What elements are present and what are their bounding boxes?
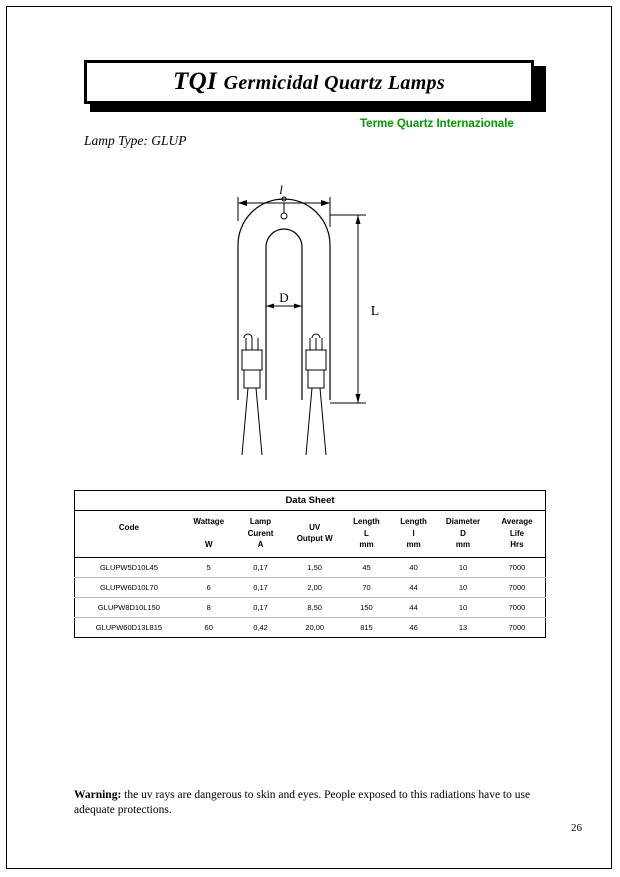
dim-l-arrow-left bbox=[238, 200, 247, 206]
cell-code: GLUPW60D13L815 bbox=[75, 617, 183, 637]
left-electrode-coil bbox=[244, 334, 252, 338]
cell-current: 0,17 bbox=[235, 557, 287, 577]
col-header-code-l1: Code bbox=[118, 522, 139, 532]
left-lead-2 bbox=[256, 388, 262, 455]
right-base bbox=[308, 370, 324, 388]
cell-code: GLUPW5D10L45 bbox=[75, 557, 183, 577]
cell-diameter: 10 bbox=[437, 597, 489, 617]
col-header-code bbox=[75, 511, 183, 558]
col-header-uv-output bbox=[286, 511, 343, 558]
warning-label: Warning: bbox=[74, 789, 122, 801]
lamp-diagram bbox=[180, 175, 440, 465]
right-lead-2 bbox=[320, 388, 326, 455]
cell-uv-output: 20,00 bbox=[286, 617, 343, 637]
cell-length-L: 815 bbox=[343, 617, 390, 637]
cell-length-L: 45 bbox=[343, 557, 390, 577]
col-header-life bbox=[489, 511, 546, 558]
data-sheet-title: Data Sheet bbox=[75, 491, 546, 511]
col-header-current-l1: Lamp bbox=[249, 517, 272, 526]
col-header-uv-output-l2: Output W bbox=[296, 534, 333, 544]
col-header-length-l bbox=[390, 511, 437, 558]
header-banner bbox=[84, 60, 546, 112]
dim-D-arrow-left bbox=[266, 304, 274, 309]
table-row bbox=[75, 557, 546, 577]
cell-wattage: 6 bbox=[183, 577, 235, 597]
dim-l-arrow-right bbox=[321, 200, 330, 206]
cell-code: GLUPW6D10L70 bbox=[75, 577, 183, 597]
col-header-current-l2: Curent bbox=[247, 528, 274, 538]
right-lead-1 bbox=[306, 388, 312, 455]
company-name: Terme Quartz Internazionale bbox=[360, 118, 514, 130]
col-header-diameter-l3: mm bbox=[455, 540, 471, 550]
col-header-length-l-l1: Length bbox=[400, 517, 427, 526]
dim-L-arrow-top bbox=[356, 215, 361, 224]
dim-L-label: L bbox=[370, 304, 380, 319]
cell-current: 0,17 bbox=[235, 577, 287, 597]
col-header-length-L-l3: mm bbox=[359, 540, 374, 550]
cell-wattage: 60 bbox=[183, 617, 235, 637]
cell-life: 7000 bbox=[489, 597, 546, 617]
dim-L-arrow-bottom bbox=[356, 394, 361, 403]
lamp-diagram-svg bbox=[180, 175, 440, 465]
left-base bbox=[244, 370, 260, 388]
page-number: 26 bbox=[571, 822, 582, 834]
cell-length-l: 44 bbox=[390, 597, 437, 617]
table-row bbox=[75, 617, 546, 637]
col-header-current bbox=[235, 511, 287, 558]
cell-uv-output: 1,50 bbox=[286, 557, 343, 577]
cell-code: GLUPW8D10L150 bbox=[75, 597, 183, 617]
col-header-length-l-l3: mm bbox=[406, 540, 421, 550]
dim-D-label: D bbox=[279, 290, 289, 305]
col-header-wattage-l3: W bbox=[204, 540, 213, 550]
tube-top-nub bbox=[281, 213, 287, 219]
col-header-diameter-l1: Diameter bbox=[445, 517, 481, 526]
left-lead-1 bbox=[242, 388, 248, 455]
left-electrode-body bbox=[242, 350, 262, 370]
data-sheet-table bbox=[74, 490, 546, 638]
lamp-type-label: Lamp Type: GLUP bbox=[84, 133, 187, 148]
tube-inner bbox=[266, 229, 302, 400]
right-electrode-body bbox=[306, 350, 326, 370]
title-rest: Germicidal Quartz Lamps bbox=[223, 72, 445, 94]
col-header-life-l3: Hrs bbox=[510, 540, 524, 550]
cell-length-L: 150 bbox=[343, 597, 390, 617]
cell-uv-output: 2,00 bbox=[286, 577, 343, 597]
cell-current: 0,17 bbox=[235, 597, 287, 617]
cell-length-l: 44 bbox=[390, 577, 437, 597]
cell-current: 0,42 bbox=[235, 617, 287, 637]
col-header-length-L bbox=[343, 511, 390, 558]
page-title bbox=[173, 68, 445, 96]
table-row bbox=[75, 577, 546, 597]
cell-life: 7000 bbox=[489, 577, 546, 597]
col-header-length-L-l1: Length bbox=[353, 517, 380, 526]
col-header-life-l1: Average bbox=[501, 517, 533, 526]
col-header-diameter-l2: D bbox=[460, 528, 466, 538]
col-header-uv-output-l1: UV bbox=[309, 522, 321, 532]
col-header-wattage bbox=[183, 511, 235, 558]
right-electrode-coil bbox=[312, 334, 320, 338]
warning-note bbox=[74, 788, 539, 818]
col-header-current-l3: A bbox=[257, 540, 264, 550]
cell-diameter: 10 bbox=[437, 557, 489, 577]
cell-uv-output: 8,50 bbox=[286, 597, 343, 617]
title-brand: TQI bbox=[173, 68, 218, 95]
col-header-wattage-l1: Wattage bbox=[193, 517, 225, 526]
dim-D-arrow-right bbox=[294, 304, 302, 309]
cell-wattage: 8 bbox=[183, 597, 235, 617]
col-header-life-l2: Life bbox=[509, 528, 525, 538]
cell-life: 7000 bbox=[489, 557, 546, 577]
cell-wattage: 5 bbox=[183, 557, 235, 577]
col-header-length-l-l2: l bbox=[412, 528, 415, 538]
cell-length-l: 40 bbox=[390, 557, 437, 577]
cell-diameter: 13 bbox=[437, 617, 489, 637]
warning-text: the uv rays are dangerous to skin and eyes. People exposed to this radiations have to use adequate protections. bbox=[74, 789, 531, 817]
banner-box bbox=[84, 60, 534, 104]
data-sheet-title-row bbox=[75, 491, 546, 511]
cell-length-l: 46 bbox=[390, 617, 437, 637]
col-header-length-L-l2: L bbox=[364, 528, 369, 538]
dim-l-label: l bbox=[279, 182, 283, 197]
col-header-diameter bbox=[437, 511, 489, 558]
cell-diameter: 10 bbox=[437, 577, 489, 597]
cell-life: 7000 bbox=[489, 617, 546, 637]
data-sheet-header-row bbox=[75, 511, 546, 558]
table-row bbox=[75, 597, 546, 617]
cell-length-L: 70 bbox=[343, 577, 390, 597]
